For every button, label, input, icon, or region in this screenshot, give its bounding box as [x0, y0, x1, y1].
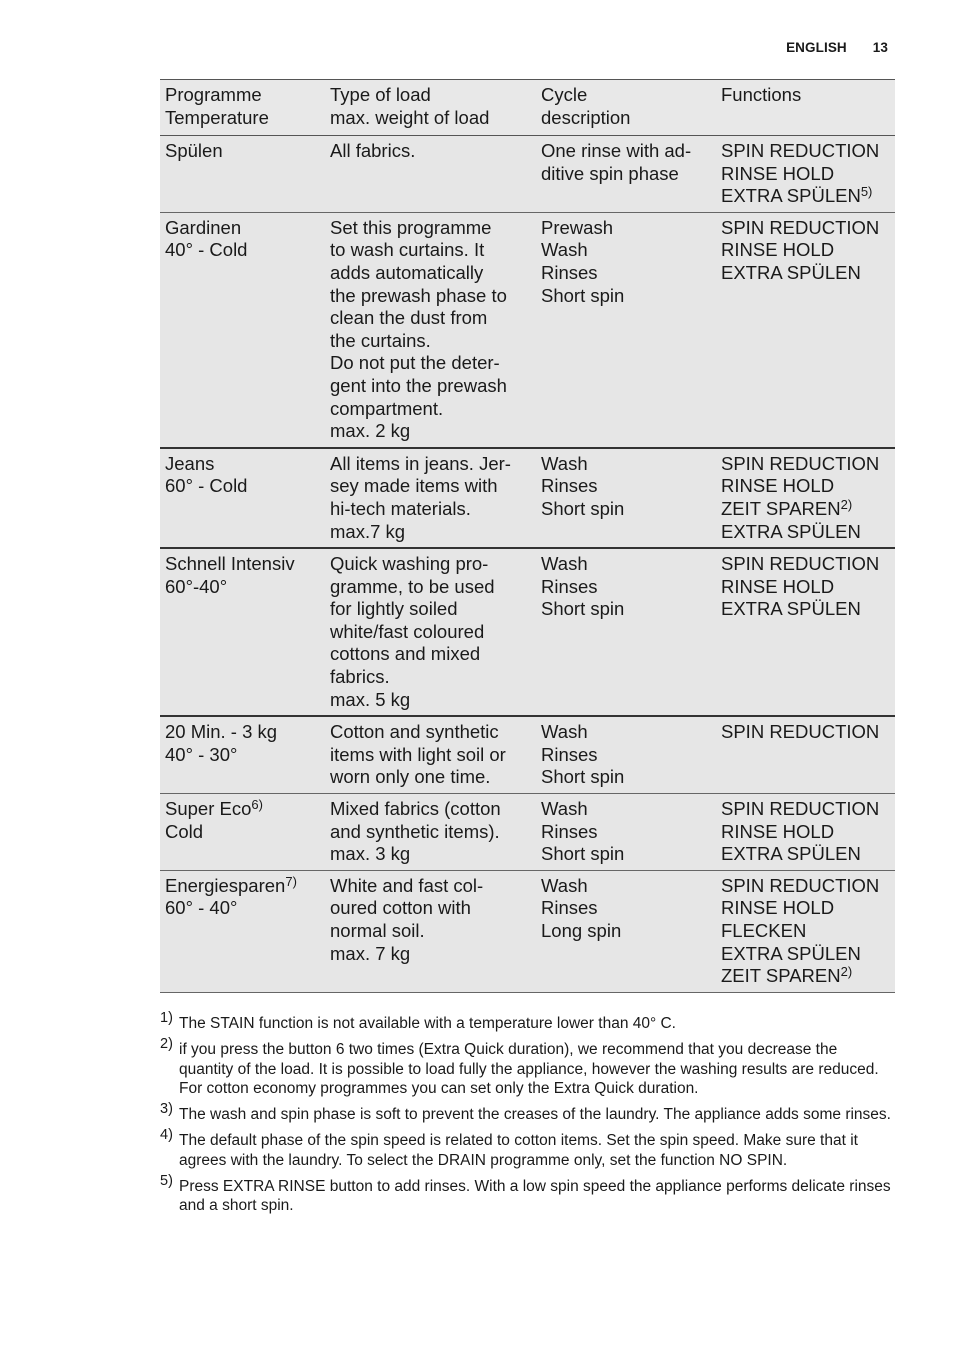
programme-temperature: 40° - 30° — [165, 743, 238, 765]
cell-load: Mixed fabrics (cotton and synthetic items). max. 3 kg — [330, 798, 501, 865]
cell-cycle: One rinse with ad- ditive spin phase — [541, 140, 692, 184]
function-item — [721, 875, 891, 898]
function-label: EXTRA SPÜLEN — [721, 261, 861, 283]
footnote-mark: 5) — [160, 1172, 173, 1189]
function-label: RINSE HOLD — [721, 575, 835, 597]
footnote — [160, 1101, 895, 1125]
function-label: RINSE HOLD — [721, 475, 835, 497]
function-item — [721, 598, 891, 621]
function-label: SPIN REDUCTION — [721, 721, 880, 743]
function-label: SPIN REDUCTION — [721, 553, 880, 575]
programme-table — [160, 79, 895, 993]
function-item — [721, 217, 891, 240]
function-item — [721, 897, 891, 920]
function-label: ZEIT SPAREN — [721, 965, 841, 987]
function-item — [721, 920, 891, 943]
table-row — [160, 548, 895, 716]
function-item — [721, 721, 891, 744]
header-programme: Programme Temperature — [165, 84, 269, 128]
function-item — [721, 239, 891, 262]
cell-functions — [716, 212, 895, 447]
function-item — [721, 798, 891, 821]
cell-cycle: Wash Rinses Short spin — [541, 553, 625, 620]
cell-programme — [160, 136, 325, 213]
function-label: EXTRA SPÜLEN — [721, 185, 861, 207]
footnote-text: The default phase of the spin speed is related to cotton items. Set the spin speed. Make sure that it agrees with the laundry. To select the DRAIN programme only, set the function NO SPIN. — [179, 1131, 858, 1169]
function-item — [721, 553, 891, 576]
function-item — [721, 185, 891, 208]
cell-programme — [160, 794, 325, 871]
footnote — [160, 1010, 895, 1034]
programme-name: Spülen — [165, 140, 223, 161]
function-label: SPIN REDUCTION — [721, 452, 880, 474]
function-item — [721, 163, 891, 186]
cell-cycle: Wash Rinses Short spin — [541, 452, 625, 519]
cell-functions — [716, 448, 895, 548]
cell-programme — [160, 716, 325, 793]
cell-load: Quick washing pro- gramme, to be used for lightly soiled white/fast coloured cottons and mixed fabrics. max. 5 kg — [330, 553, 495, 710]
footnote — [160, 1035, 895, 1099]
footnote — [160, 1126, 895, 1171]
programme-footnote-ref: 7) — [285, 873, 297, 889]
programme-temperature: Cold — [165, 820, 204, 842]
function-label: SPIN REDUCTION — [721, 798, 880, 820]
header-cycle: Cycle description — [541, 84, 631, 128]
table-row — [160, 212, 895, 447]
function-item — [721, 498, 891, 521]
programme-footnote-ref: 6) — [251, 797, 263, 813]
function-item — [721, 943, 891, 966]
footnote-text: if you press the button 6 two times (Extra Quick duration), we recommend that you decrease the quantity of the load. It is possible to load fully the appliance, however the washing results are reduced. For cotton economy programmes you can set only the Extra Quick duration. — [179, 1040, 879, 1098]
programme-temperature: 40° - Cold — [165, 239, 248, 261]
page-number: 13 — [872, 40, 888, 55]
programme-name: Schnell Intensiv — [165, 553, 295, 575]
header-load: Type of load max. weight of load — [330, 84, 490, 128]
function-footnote-ref: 2) — [840, 964, 853, 980]
page-header — [786, 40, 888, 55]
footnotes — [160, 1010, 895, 1222]
function-label: RINSE HOLD — [721, 239, 835, 261]
cell-programme — [160, 870, 325, 992]
cell-programme — [160, 212, 325, 447]
cell-programme — [160, 448, 325, 548]
function-label: ZEIT SPAREN — [721, 497, 841, 519]
header-functions: Functions — [721, 84, 802, 105]
function-item — [721, 576, 891, 599]
footnote-text: The STAIN function is not available with a temperature lower than 40° C. — [179, 1015, 676, 1032]
cell-load: Cotton and synthetic items with light soil or worn only one time. — [330, 721, 506, 788]
function-item — [721, 965, 891, 988]
programme-name: Energiesparen — [165, 874, 286, 896]
table-row — [160, 136, 895, 213]
language-label: ENGLISH — [786, 40, 847, 55]
cell-functions — [716, 548, 895, 716]
cell-cycle: Prewash Wash Rinses Short spin — [541, 216, 625, 306]
programme-name: Gardinen — [165, 216, 242, 238]
cell-cycle: Wash Rinses Short spin — [541, 798, 625, 865]
function-item — [721, 521, 891, 544]
cell-load: All fabrics. — [330, 140, 416, 161]
cell-programme — [160, 548, 325, 716]
function-label: EXTRA SPÜLEN — [721, 843, 861, 865]
footnote-text: The wash and spin phase is soft to prevent the creases of the laundry. The appliance adds some rinses. — [179, 1106, 891, 1124]
function-label: EXTRA SPÜLEN — [721, 942, 861, 964]
function-label: SPIN REDUCTION — [721, 140, 880, 161]
function-label: RINSE HOLD — [721, 820, 835, 842]
function-item — [721, 475, 891, 498]
cell-cycle: Wash Rinses Short spin — [541, 721, 625, 788]
programme-name: 20 Min. - 3 kg — [165, 721, 278, 743]
footnote-mark: 1) — [160, 1010, 173, 1026]
function-item — [721, 262, 891, 285]
function-label: SPIN REDUCTION — [721, 216, 880, 238]
function-item — [721, 453, 891, 476]
table-row — [160, 870, 895, 992]
programme-temperature: 60° - 40° — [165, 897, 238, 919]
table-header-row — [160, 80, 895, 136]
programme-name: Super Eco — [165, 798, 252, 820]
function-label: SPIN REDUCTION — [721, 874, 880, 896]
table-row — [160, 448, 895, 548]
cell-load: White and fast col- oured cotton with normal soil. max. 7 kg — [330, 874, 484, 964]
footnote-mark: 2) — [160, 1035, 173, 1052]
cell-load: All items in jeans. Jer- sey made items with hi-tech materials. max.7 kg — [330, 452, 511, 542]
cell-functions — [716, 870, 895, 992]
footnote — [160, 1172, 895, 1217]
function-footnote-ref: 5) — [860, 184, 873, 200]
table-row — [160, 794, 895, 871]
cell-cycle: Wash Rinses Long spin — [541, 874, 622, 941]
programme-name: Jeans — [165, 452, 215, 474]
footnote-mark: 3) — [160, 1101, 173, 1118]
cell-functions — [716, 136, 895, 213]
programme-temperature: 60°-40° — [165, 575, 228, 597]
function-footnote-ref: 2) — [840, 496, 853, 512]
function-item — [721, 843, 891, 866]
function-label: FLECKEN — [721, 920, 807, 941]
footnote-text: Press EXTRA RINSE button to add rinses. With a low spin speed the appliance performs delicate rinses and a short spin. — [179, 1177, 891, 1215]
function-item — [721, 140, 891, 163]
cell-functions — [716, 794, 895, 871]
cell-load: Set this programme to wash curtains. It adds automatically the prewash phase to clean the dust from the curtains. Do not put the deter- gent into the prewash compartment. max. 2 kg — [330, 216, 507, 442]
footnote-mark: 4) — [160, 1126, 173, 1143]
function-label: RINSE HOLD — [721, 897, 835, 919]
function-label: RINSE HOLD — [721, 162, 835, 184]
function-item — [721, 821, 891, 844]
table-row — [160, 716, 895, 793]
cell-functions — [716, 716, 895, 793]
function-label: EXTRA SPÜLEN — [721, 520, 861, 542]
function-label: EXTRA SPÜLEN — [721, 598, 861, 620]
programme-temperature: 60° - Cold — [165, 475, 248, 497]
